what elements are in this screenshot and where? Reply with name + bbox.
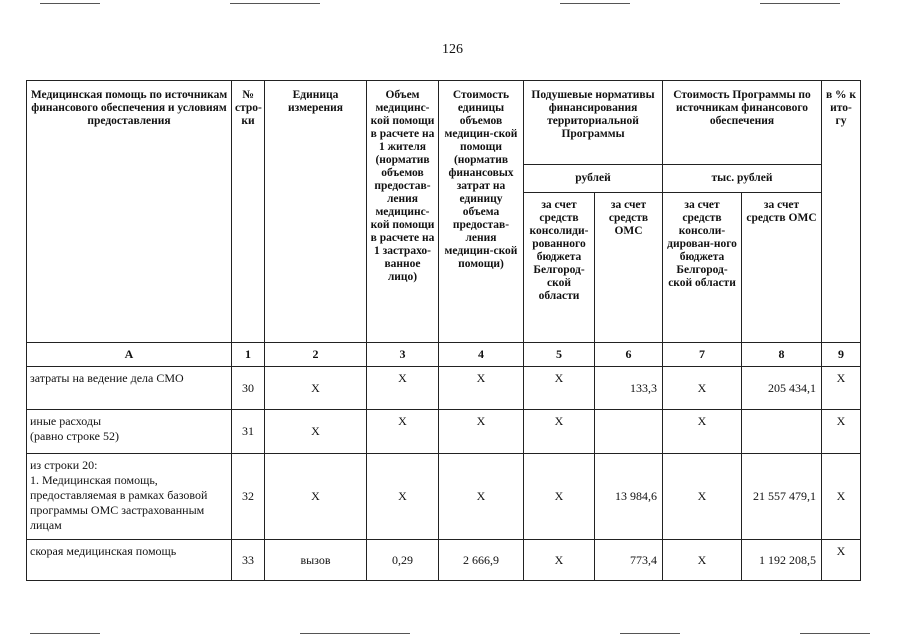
row-volume: Х bbox=[367, 454, 439, 540]
row-col6 bbox=[595, 410, 663, 454]
row-number: 30 bbox=[232, 367, 265, 410]
row-cost: Х bbox=[439, 410, 524, 454]
row-col8: 205 434,1 bbox=[742, 367, 822, 410]
row-cost: Х bbox=[439, 367, 524, 410]
row-col5: Х bbox=[524, 454, 595, 540]
index-cell: А bbox=[27, 343, 232, 367]
row-cost: 2 666,9 bbox=[439, 540, 524, 581]
page-number: 126 bbox=[442, 42, 463, 57]
header-percent: в % к ито-гу bbox=[822, 81, 861, 343]
table-row bbox=[27, 540, 861, 581]
index-cell: 8 bbox=[742, 343, 822, 367]
bottom-scan-edge bbox=[0, 633, 905, 634]
row-col8: 21 557 479,1 bbox=[742, 454, 822, 540]
index-cell: 9 bbox=[822, 343, 861, 367]
index-cell: 6 bbox=[595, 343, 663, 367]
row-col7: Х bbox=[663, 540, 742, 581]
row-col7: Х bbox=[663, 367, 742, 410]
row-number: 32 bbox=[232, 454, 265, 540]
row-unit: Х bbox=[265, 454, 367, 540]
header-cost: Стоимость единицы объемов медицин-ской помощи (норматив финансовых затрат на единицу объема предостав-ления медицин-ской помощи) bbox=[439, 81, 524, 343]
index-cell: 7 bbox=[663, 343, 742, 367]
financing-table bbox=[26, 80, 861, 581]
row-col6: 133,3 bbox=[595, 367, 663, 410]
header-col5: за счет средств консолиди-рованного бюджета Белгород-ской области bbox=[524, 193, 595, 343]
table-row bbox=[27, 410, 861, 454]
row-col5: Х bbox=[524, 410, 595, 454]
header-volume: Объем медицинс-кой помощи в расчете на 1 жителя (норматив объемов предостав-ления медицинс-кой помощи в расчете на 1 застрахо-ванное лицо) bbox=[367, 81, 439, 343]
index-cell: 3 bbox=[367, 343, 439, 367]
row-col9: Х bbox=[822, 540, 861, 581]
row-col5: Х bbox=[524, 367, 595, 410]
row-volume: Х bbox=[367, 367, 439, 410]
row-col8 bbox=[742, 410, 822, 454]
header-thous-rub: тыс. рублей bbox=[663, 165, 822, 193]
header-name: Медицинская помощь по источникам финансового обеспечения и условиям предоставления bbox=[27, 81, 232, 343]
header-row-no: № стро-ки bbox=[232, 81, 265, 343]
row-unit: Х bbox=[265, 410, 367, 454]
top-scan-edge bbox=[0, 3, 905, 4]
row-unit: Х bbox=[265, 367, 367, 410]
header-row-1 bbox=[27, 81, 861, 165]
row-col7: Х bbox=[663, 410, 742, 454]
row-col5: Х bbox=[524, 540, 595, 581]
index-cell: 4 bbox=[439, 343, 524, 367]
row-col9: Х bbox=[822, 367, 861, 410]
table-row bbox=[27, 454, 861, 540]
header-unit: Единица измерения bbox=[265, 81, 367, 343]
column-index-row bbox=[27, 343, 861, 367]
row-col7: Х bbox=[663, 454, 742, 540]
header-program-cost: Стоимость Программы по источникам финансового обеспечения bbox=[663, 81, 822, 165]
index-cell: 1 bbox=[232, 343, 265, 367]
row-col9: Х bbox=[822, 410, 861, 454]
row-col6: 773,4 bbox=[595, 540, 663, 581]
header-per-capita: Подушевые нормативы финансирования территориальной Программы bbox=[524, 81, 663, 165]
row-volume: 0,29 bbox=[367, 540, 439, 581]
row-col9: Х bbox=[822, 454, 861, 540]
row-name: скорая медицинская помощь bbox=[27, 540, 232, 581]
row-number: 31 bbox=[232, 410, 265, 454]
header-col7: за счет средств консоли-дирован-ного бюджета Белгород-ской области bbox=[663, 193, 742, 343]
header-rub: рублей bbox=[524, 165, 663, 193]
row-name: из строки 20: 1. Медицинская помощь, предоставляемая в рамках базовой программы ОМС застрахованным лицам bbox=[27, 454, 232, 540]
header-col6: за счет средств ОМС bbox=[595, 193, 663, 343]
row-number: 33 bbox=[232, 540, 265, 581]
index-cell: 2 bbox=[265, 343, 367, 367]
row-volume: Х bbox=[367, 410, 439, 454]
table-row bbox=[27, 367, 861, 410]
row-name: иные расходы (равно строке 52) bbox=[27, 410, 232, 454]
row-unit: вызов bbox=[265, 540, 367, 581]
row-col6: 13 984,6 bbox=[595, 454, 663, 540]
index-cell: 5 bbox=[524, 343, 595, 367]
header-col8: за счет средств ОМС bbox=[742, 193, 822, 343]
row-name: затраты на ведение дела СМО bbox=[27, 367, 232, 410]
row-cost: Х bbox=[439, 454, 524, 540]
row-col8: 1 192 208,5 bbox=[742, 540, 822, 581]
